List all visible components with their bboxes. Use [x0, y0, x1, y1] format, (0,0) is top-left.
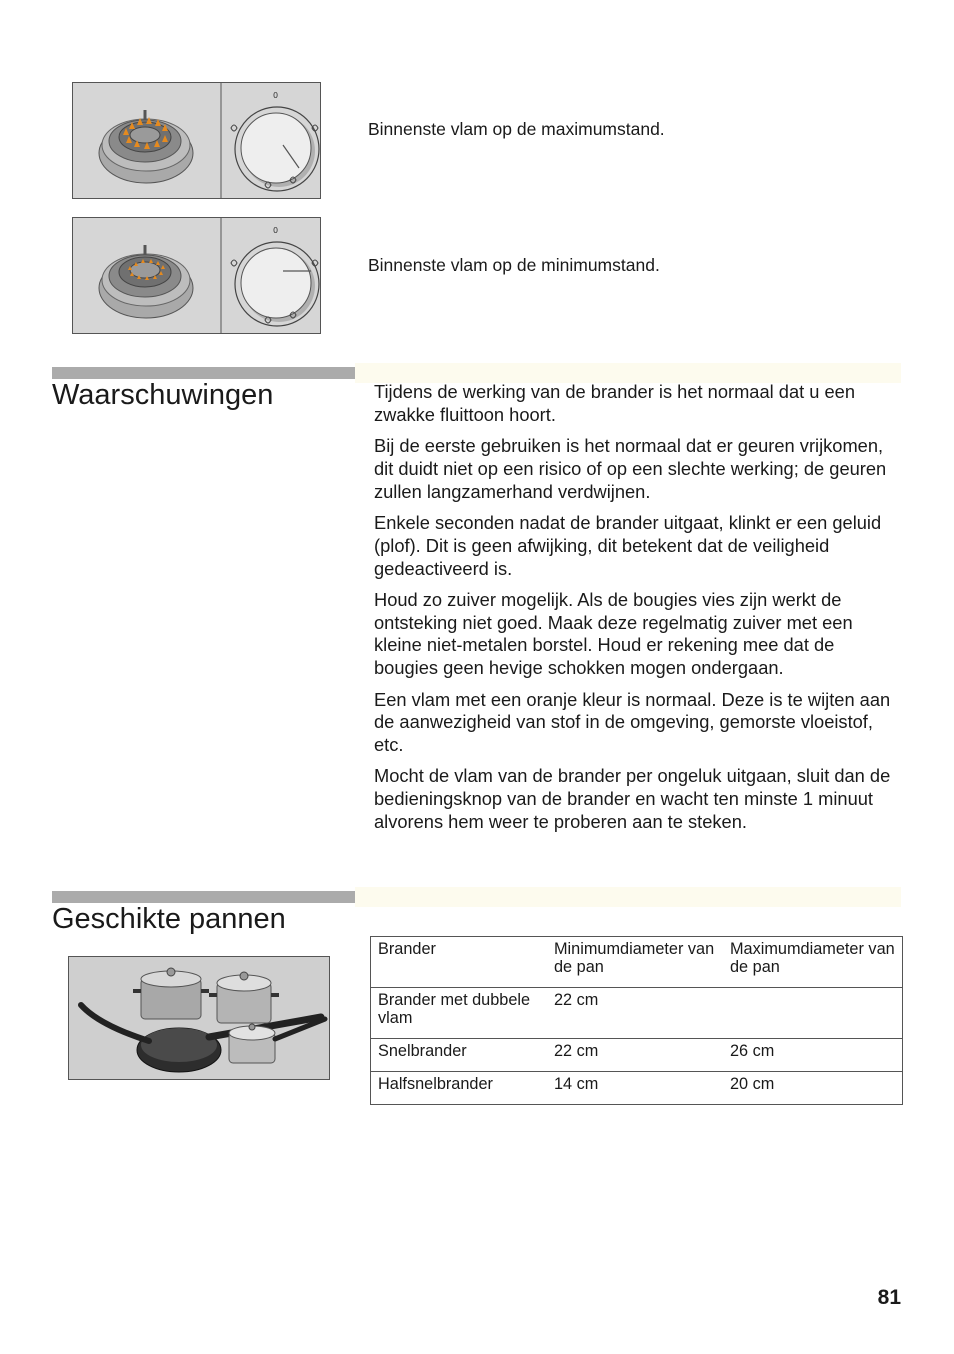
page-number: 81 — [877, 1286, 901, 1309]
warning-paragraph: Mocht de vlam van de brander per ongeluk uitgaan, sluit dan de bedieningsknop van de brander en wacht ten minste 1 minuut alvorens hem weer te proberen aan te steken. — [374, 765, 891, 833]
table-header-cell: Maximumdiameter van de pan — [723, 937, 903, 988]
burner-max-caption: Binnenste vlam op de maximumstand. — [368, 119, 665, 139]
warning-paragraph: Tijdens de werking van de brander is het normaal dat u een zwakke fluittoon hoort. — [374, 381, 856, 425]
table-row — [371, 988, 903, 1039]
table-cell: Brander met dubbele vlam — [371, 988, 548, 1039]
pans-figure — [68, 956, 330, 1080]
pans-heading: Geschikte pannen — [52, 903, 286, 935]
burner-min-caption: Binnenste vlam op de minimumstand. — [368, 255, 660, 275]
warning-paragraph: Bij de eerste gebruiken is het normaal dat er geuren vrijkomen, dit duidt niet op een risico of op een slechte werking; de geuren zullen langzamerhand verdwijnen. — [374, 435, 887, 502]
table-header-row — [371, 937, 903, 988]
table-cell: 26 cm — [723, 1039, 903, 1072]
table-header-cell: Brander — [371, 937, 548, 988]
table-cell: 20 cm — [723, 1072, 903, 1105]
warnings-heading: Waarschuwingen — [52, 379, 274, 411]
table-cell: 14 cm — [547, 1072, 723, 1105]
table-cell: Halfsnelbrander — [371, 1072, 548, 1105]
pans-illustration — [69, 957, 330, 1080]
section-band-pans — [355, 887, 901, 907]
knob-off-symbol: 0 — [273, 91, 279, 100]
warnings-body — [374, 381, 902, 842]
table-cell: Snelbrander — [371, 1039, 548, 1072]
section-divider-warnings — [52, 367, 355, 379]
table-cell — [723, 988, 903, 1039]
warning-paragraph: Enkele seconden nadat de brander uitgaat, klinkt er een geluid (plof). Dit is geen afwijking, dit betekent dat de veiligheid gedeactiveerd is. — [374, 511, 882, 579]
table-row — [371, 1039, 903, 1072]
table-row — [371, 1072, 903, 1105]
pan-diameter-table — [370, 936, 903, 1105]
burner-max-figure — [72, 82, 321, 199]
table-cell: 22 cm — [547, 988, 723, 1039]
section-divider-pans — [52, 891, 355, 903]
burner-max-illustration — [73, 83, 321, 199]
table-cell: 22 cm — [547, 1039, 723, 1072]
warning-paragraph: Houd zo zuiver mogelijk. Als de bougies vies zijn werkt de ontsteking niet goed. Maak deze regelmatig zuiver met een kleine niet-metalen borstel. Houd er rekening mee dat de bougies geen hevige schokken mogen ondergaan. — [374, 588, 853, 679]
warning-paragraph: Een vlam met een oranje kleur is normaal. Deze is te wijten aan de aanwezigheid van stof in de omgeving, gemorste vloeistof, etc. — [374, 688, 891, 756]
knob-off-symbol: 0 — [273, 226, 279, 235]
section-band-warnings — [355, 363, 901, 383]
burner-min-illustration — [73, 218, 321, 334]
burner-min-figure — [72, 217, 321, 334]
table-header-cell: Minimumdiameter van de pan — [547, 937, 723, 988]
